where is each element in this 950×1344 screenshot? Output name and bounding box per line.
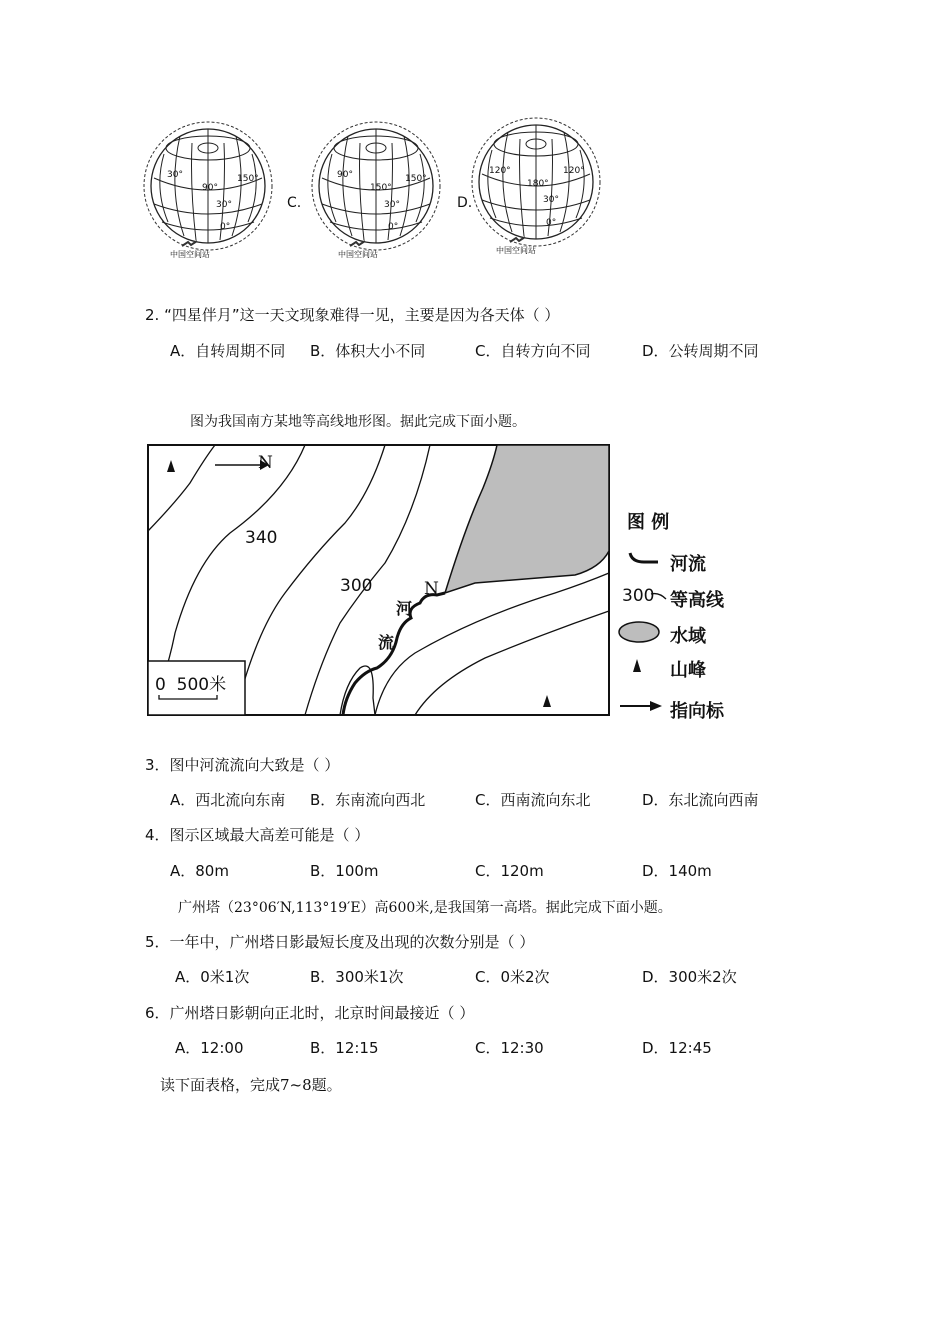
river-label-he: 河 bbox=[396, 599, 413, 618]
question-4: 4．图示区域最大高差可能是（ ） bbox=[145, 826, 370, 844]
q5-option-c[interactable]: C．0米2次 bbox=[475, 968, 550, 986]
q3-option-a[interactable]: A．西北流向东南 bbox=[170, 791, 286, 809]
globe2-label-150a: 150° bbox=[370, 183, 392, 193]
q6-option-b[interactable]: B．12:15 bbox=[310, 1039, 379, 1057]
q6-option-c[interactable]: C．12:30 bbox=[475, 1039, 544, 1057]
question-2: 2. “四星伴月”这一天文现象难得一见，主要是因为各天体（ ） bbox=[145, 306, 560, 324]
q2-option-d[interactable]: D．公转周期不同 bbox=[642, 342, 759, 360]
q2-option-a[interactable]: A．自转周期不同 bbox=[170, 342, 286, 360]
legend-title: 图 例 bbox=[627, 512, 670, 533]
tower-intro: 广州塔（23°06′N,113°19′E）高600米,是我国第一高塔。据此完成下面小题。 bbox=[178, 900, 672, 916]
map-intro: 图为我国南方某地等高线地形图。据此完成下面小题。 bbox=[190, 414, 526, 430]
legend-water-label: 水域 bbox=[670, 626, 706, 647]
q5-option-a[interactable]: A．0米1次 bbox=[175, 968, 250, 986]
globe1-label-0: 0° bbox=[220, 222, 231, 232]
legend-peak-label: 山峰 bbox=[670, 660, 706, 681]
q3-option-c[interactable]: C．西南流向东北 bbox=[475, 791, 591, 809]
globe1-caption: 中国空间站 bbox=[170, 250, 210, 259]
globe2-label-0: 0° bbox=[388, 222, 399, 232]
question-3: 3．图中河流流向大致是（ ） bbox=[145, 756, 340, 774]
globe2-label-lat30: 30° bbox=[384, 200, 400, 210]
river-label-liu: 流 bbox=[378, 633, 395, 652]
legend-contour-value: 300 bbox=[622, 586, 655, 606]
legend-river-icon bbox=[628, 550, 662, 570]
q3-option-d[interactable]: D．东北流向西南 bbox=[642, 791, 759, 809]
river-n-label: N bbox=[424, 579, 439, 599]
globe1-label-lat30: 30° bbox=[216, 200, 232, 210]
globe3-label-180: 180° bbox=[527, 179, 549, 189]
q4-option-a[interactable]: A．80m bbox=[170, 862, 229, 880]
contour-label-300: 300 bbox=[340, 576, 373, 596]
globe1-label-150: 150° bbox=[237, 174, 259, 184]
globe2-label-150b: 150° bbox=[405, 174, 427, 184]
question-5: 5．一年中，广州塔日影最短长度及出现的次数分别是（ ） bbox=[145, 933, 535, 951]
globe3-label-lat30: 30° bbox=[543, 195, 559, 205]
north-label: N bbox=[258, 453, 273, 473]
legend-contour-icon bbox=[650, 590, 668, 602]
question-6: 6．广州塔日影朝向正北时，北京时间最接近（ ） bbox=[145, 1004, 475, 1022]
globe3-label-120a: 120° bbox=[489, 166, 511, 176]
legend-arrow-icon bbox=[618, 698, 664, 714]
q6-option-a[interactable]: A．12:00 bbox=[175, 1039, 244, 1057]
q4-option-c[interactable]: C．120m bbox=[475, 862, 544, 880]
q2-option-b[interactable]: B．体积大小不同 bbox=[310, 342, 426, 360]
globe3-label-120b: 120° bbox=[563, 166, 585, 176]
globe-letter-d: D. bbox=[457, 195, 473, 211]
globe1-label-30: 30° bbox=[167, 170, 183, 180]
globe2-label-90: 90° bbox=[337, 170, 353, 180]
contour-label-340: 340 bbox=[245, 528, 278, 548]
globe2-caption: 中国空间站 bbox=[338, 250, 378, 259]
q6-option-d[interactable]: D．12:45 bbox=[642, 1039, 712, 1057]
table-intro: 读下面表格，完成7~8题。 bbox=[160, 1076, 342, 1094]
q4-option-d[interactable]: D．140m bbox=[642, 862, 712, 880]
legend-contour-label: 等高线 bbox=[670, 590, 724, 611]
legend-peak-icon bbox=[630, 658, 644, 674]
legend-water-icon bbox=[617, 620, 661, 644]
globe1-label-90: 90° bbox=[202, 183, 218, 193]
scale-label: 0 500米 bbox=[155, 675, 227, 695]
globe3-label-0: 0° bbox=[546, 218, 557, 228]
globe-letter-c: C. bbox=[287, 195, 302, 211]
legend-river-label: 河流 bbox=[670, 554, 706, 575]
legend-arrow-label: 指向标 bbox=[670, 701, 724, 722]
q4-option-b[interactable]: B．100m bbox=[310, 862, 379, 880]
q2-option-c[interactable]: C．自转方向不同 bbox=[475, 342, 591, 360]
q5-option-d[interactable]: D．300米2次 bbox=[642, 968, 737, 986]
globe3-caption: 中国空间站 bbox=[496, 246, 536, 255]
q5-option-b[interactable]: B．300米1次 bbox=[310, 968, 404, 986]
q3-option-b[interactable]: B．东南流向西北 bbox=[310, 791, 426, 809]
